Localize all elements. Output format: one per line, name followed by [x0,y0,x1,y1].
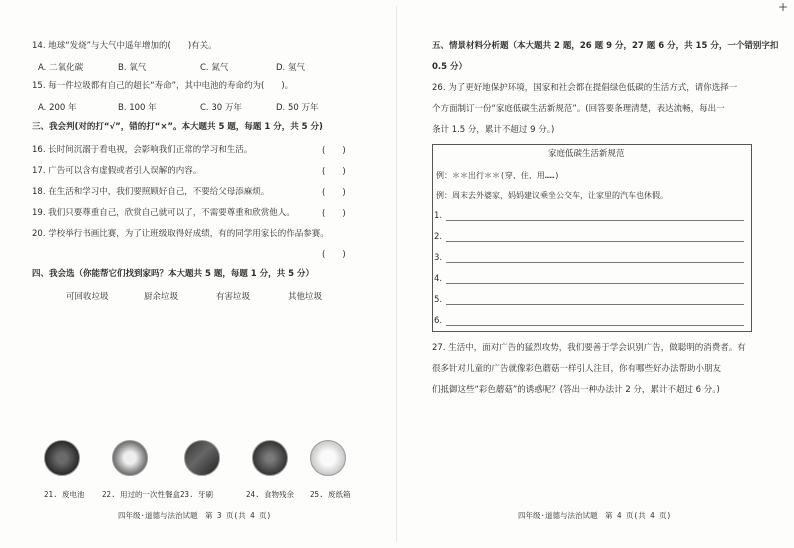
rule-number-3: 3. [434,253,443,263]
section-5-heading-cont: 0.5 分） [432,62,468,72]
q15-option-d: D. 50 万年 [276,103,319,113]
rule-line-6[interactable] [446,325,744,326]
item-22-caption: 22. 用过的一次性餐盒 [102,490,181,499]
rule-number-4: 4. [434,274,443,284]
q14-option-d: D. 氢气 [276,63,305,73]
rule-line-3[interactable] [446,262,744,263]
q19-answer-blank[interactable]: ( ) [322,209,346,219]
q18-text: 18. 在生活和学习中，我们要照顾好自己，不要给父母添麻烦。 [32,187,270,197]
rule-line-2[interactable] [446,241,744,242]
page-3-footer: 四年级·道德与法治试题 第 3 页(共 4 页) [118,511,272,520]
q14-option-c: C. 氮气 [200,63,229,73]
box-format-example: 例：＊＊出行＊＊(穿、住、用……) [436,171,560,180]
cardboard-box-icon [310,440,346,476]
q15-option-c: C. 30 万年 [200,103,242,113]
item-23-caption: 23. 牙刷 [180,490,214,499]
rule-line-4[interactable] [446,283,744,284]
rule-line-5[interactable] [446,304,744,305]
box-title: 家庭低碳生活新规范 [548,149,625,159]
q17-text: 17. 广告可以含有虚假或者引人误解的内容。 [32,166,202,176]
q27-line-3: 们抵御这些“彩色蘑菇”的诱惑呢？(答出一种办法计 2 分，累计不超过 6 分。) [432,385,720,395]
toothbrush-icon [184,440,220,476]
item-24-caption: 24. 食物残余 [246,490,295,499]
q26-line-1: 26. 为了更好地保护环境，国家和社会都在提倡绿色低碳的生活方式，请你选择一 [432,83,738,93]
q16-text: 16. 长时间沉溺于看电视，会影响我们正常的学习和生活。 [32,145,253,155]
rule-number-2: 2. [434,232,443,242]
q20-text: 20. 学校举行书画比赛，为了让班级取得好成绩，有的同学用家长的作品参赛。 [32,229,329,239]
section-5-heading: 五、情景材料分析题（本大题共 2 题，26 题 9 分，27 题 6 分，共 15 分，一个错别字扣 [432,41,779,51]
q14-text: 14. 地球“发烧”与大气中遥年增加的( )有关。 [32,41,217,51]
battery-pile-icon [44,440,80,476]
rule-number-1: 1. [434,211,443,221]
item-25-caption: 25. 废纸箱 [310,490,351,499]
rule-line-1[interactable] [446,220,744,221]
lunch-box-icon [112,440,148,476]
category-other: 其他垃圾 [288,292,323,302]
q19-text: 19. 我们只要尊重自己，欣赏自己就可以了，不需要尊重和欣赏他人。 [32,208,295,218]
q14-option-a: A. 二氧化碳 [38,63,84,73]
box-example-sentence: 例：周末去外婆家，妈妈建议乘坐公交车，让家里的汽车也休假。 [436,191,668,200]
q14-option-b: B. 氧气 [118,63,147,73]
section-3-heading: 三、我会判(对的打“√”，错的打“×”。本大题共 5 题，每题 1 分，共 5 分) [32,122,323,132]
category-hazardous: 有害垃圾 [216,292,251,302]
q27-line-1: 27. 生活中，面对广告的猛烈攻势，我们要善于学会识别广告，做聪明的消费者。有 [432,343,746,353]
q27-line-2: 很多针对儿童的广告就像彩色蘑菇一样引人注目，你有哪些好办法帮助小朋友 [432,364,722,374]
q15-option-a: A. 200 年 [38,103,77,113]
food-waste-icon [252,440,288,476]
q16-answer-blank[interactable]: ( ) [322,146,346,156]
q26-line-2: 个方面制订一份“家庭低碳生活新规范”。(回答要条理清楚，表达流畅，每出一 [432,104,725,114]
page-4-footer: 四年级·道德与法治试题 第 4 页(共 4 页) [518,511,672,520]
q15-text: 15. 每一件垃圾都有自己的超长“寿命”，其中电池的寿命约为( )。 [32,81,294,91]
item-21-caption: 21. 废电池 [44,490,85,499]
rule-number-6: 6. [434,316,443,326]
q26-line-3: 条计 1.5 分，累计不超过 9 分。) [432,125,555,135]
category-recyclable: 可回收垃圾 [66,292,109,302]
rule-number-5: 5. [434,295,443,305]
q18-answer-blank[interactable]: ( ) [322,188,346,198]
q15-option-b: B. 100 年 [118,103,157,113]
corner-mark: + [777,0,788,14]
category-kitchen: 厨余垃圾 [144,292,179,302]
q17-answer-blank[interactable]: ( ) [322,167,346,177]
section-4-heading: 四、我会选（你能帮它们找到家吗？本大题共 5 题，每题 1 分，共 5 分） [32,269,315,279]
q20-answer-blank[interactable]: ( ) [322,250,346,260]
